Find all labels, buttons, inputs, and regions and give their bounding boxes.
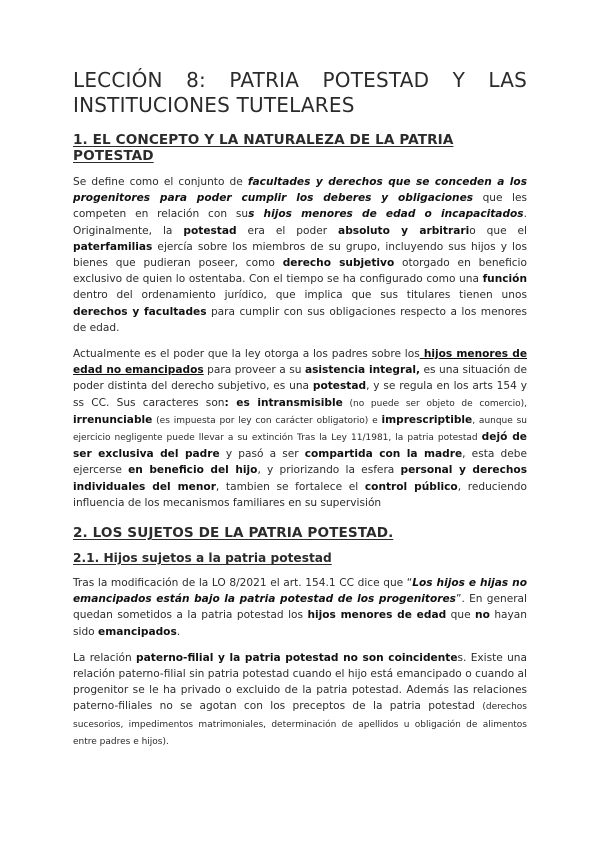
paragraph-1 bbox=[73, 174, 527, 336]
text: , y se regula en los arts 154 y ss CC. Sus caracteres son bbox=[73, 380, 527, 409]
page-title bbox=[73, 68, 527, 118]
text: otorgado en beneficio exclusivo de quien lo ostentaba. Con el tiempo se ha configurado como una bbox=[73, 257, 527, 286]
bold-term: compartida con la madre bbox=[304, 448, 463, 461]
text: . bbox=[176, 625, 181, 638]
bold-term: imprescriptible bbox=[381, 413, 473, 426]
text: dentro del ordenamiento jurídico, que implica que sus titulares tienen unos bbox=[73, 289, 527, 302]
text: Se define como el conjunto de bbox=[73, 176, 248, 188]
bold-term: asistencia integral, bbox=[304, 364, 421, 377]
section-2-heading: 2. LOS SUJETOS DE LA PATRIA POTESTAD. bbox=[73, 525, 394, 542]
bold-term: derecho subjetivo bbox=[282, 257, 395, 270]
bold-term: no bbox=[475, 609, 490, 622]
paragraph-2 bbox=[73, 346, 527, 511]
bold-term: potestad bbox=[312, 380, 367, 393]
bold-term: dejó de ser exclusiva del padre bbox=[73, 431, 527, 461]
emphasis: facultades y derechos que se conceden a los progenitores para poder cumplir los deberes y obligaciones bbox=[73, 176, 527, 205]
bold-term: en beneficio del hijo bbox=[128, 464, 258, 477]
emphasis: Los hijos e hijas no emancipados están bajo la patria potestad de los progenitores bbox=[73, 577, 527, 606]
text: . Originalmente, la bbox=[73, 208, 527, 237]
bold-term: emancipados bbox=[98, 625, 177, 638]
title-line-2: INSTITUCIONES TUTELARES bbox=[73, 93, 355, 117]
small-text: , aunque su ejercicio negligente puede llevar a su extinción Tras la Ley 11/1981, la patria potestad bbox=[73, 415, 528, 444]
section-1-heading: 1. EL CONCEPTO Y LA NATURALEZA DE LA PATRIA POTESTAD bbox=[73, 132, 454, 164]
small-text: (no puede ser objeto de comercio), bbox=[342, 398, 527, 409]
text: ejercía sobre los miembros de su grupo, incluyendo sus hijos y los bienes que pudieran poseer, como bbox=[73, 240, 527, 270]
paragraph-4 bbox=[73, 650, 527, 750]
text: para proveer a su bbox=[203, 364, 305, 377]
text: Actualmente es el poder que la ley otorga a los padres sobre los bbox=[73, 348, 420, 361]
text: o que el bbox=[469, 224, 527, 237]
bold-term: paterfamilias bbox=[73, 240, 153, 253]
text: La relación bbox=[73, 651, 137, 664]
text: s. Existe una relación paterno-filial sin patria potestad cuando el hijo está emancipado o cuando al progenitor se le ha privado o excluido de la patria potestad. Además las relaciones paterno-filiales no se agotan con los preceptos de la patria potestad bbox=[73, 651, 528, 713]
text: es una situación de poder distinta del derecho subjetivo, es una bbox=[73, 364, 527, 393]
small-text: (derechos sucesorios, impedimentos matrimoniales, determinación de apellidos u obligación de alimentos entre padres e hijos). bbox=[73, 702, 527, 747]
bold-term: paterno-filial y la patria potestad no son coincidente bbox=[136, 651, 458, 664]
text: Tras la modificación de la LO 8/2021 el art. 154.1 CC dice que “ bbox=[73, 577, 413, 590]
text: y pasó a ser bbox=[219, 448, 305, 461]
bold-term: función bbox=[482, 273, 527, 286]
title-line-1: LECCIÓN 8: PATRIA POTESTAD Y LAS bbox=[73, 68, 527, 92]
text: hayan sido bbox=[73, 609, 528, 638]
bold-term: personal y derechos individuales del menor bbox=[73, 464, 528, 493]
text: , tambien se fortalece el bbox=[215, 480, 365, 493]
text: , reduciendo influencia de los mecanismos familiares en su supervisión bbox=[73, 480, 527, 509]
bold-term: derechos y facultades bbox=[73, 305, 207, 318]
subsection-2-1-heading: 2.1. Hijos sujetos a la patria potestad bbox=[73, 551, 332, 566]
text: que bbox=[446, 609, 476, 622]
paragraph-3 bbox=[73, 575, 527, 640]
text: , y priorizando la esfera bbox=[257, 464, 401, 477]
text: , esta debe ejercerse bbox=[73, 448, 527, 477]
bold-term: absoluto y arbitrari bbox=[338, 224, 470, 237]
text: ”. En general quedan sometidos a la patria potestad los bbox=[73, 593, 527, 622]
bold-term: irrenunciable bbox=[73, 413, 153, 426]
emphasis: s hijos menores de edad o incapacitados bbox=[248, 208, 524, 221]
bold-term: hijos menores de edad bbox=[307, 609, 447, 622]
bold-term: potestad bbox=[183, 224, 237, 237]
bold-term: control público bbox=[364, 480, 458, 493]
text: que les competen en relación con su bbox=[73, 192, 527, 221]
underlined-term: hijos menores de edad no emancipados bbox=[73, 348, 527, 377]
text: era el poder bbox=[236, 224, 339, 237]
text: para cumplir con sus obligaciones respecto a los menores de edad. bbox=[73, 305, 527, 334]
small-text: (es impuesta por ley con carácter obligatorio) e bbox=[152, 415, 382, 426]
bold-term: : es intransmisible bbox=[224, 396, 343, 409]
